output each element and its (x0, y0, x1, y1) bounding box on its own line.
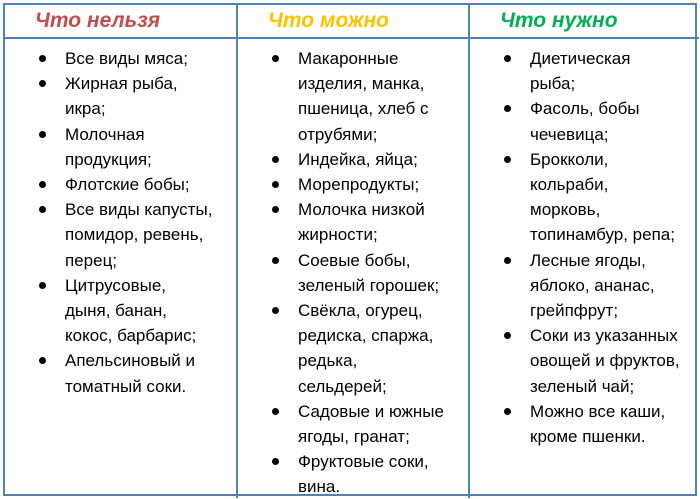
column-forbidden (5, 39, 236, 498)
bullet-icon (39, 357, 46, 364)
bullet-icon (504, 156, 511, 163)
list-item-line: сельдерей; (298, 376, 387, 396)
list-item (238, 172, 468, 197)
list-item-line: Все виды капусты, (65, 200, 213, 220)
list-item-line: Все виды мяса; (65, 49, 188, 68)
list-item-line: перец; (65, 250, 118, 270)
list-item-line: морковь, (530, 200, 601, 220)
list-item (470, 96, 699, 146)
list-item (238, 298, 468, 399)
list-item (5, 197, 236, 273)
list-item (238, 449, 468, 498)
column-heading-allowed: Что можно (236, 5, 468, 39)
list-item-line: Соевые бобы, (298, 250, 411, 270)
list-item-line: зеленый чай; (530, 376, 635, 396)
list-item-line: грейпфрут; (530, 301, 619, 321)
bullet-icon (272, 156, 279, 163)
bullet-icon (39, 206, 46, 213)
list-item-line: Свёкла, огурец, (298, 301, 423, 321)
list-item-line: кроме пшенки. (530, 427, 646, 447)
column-allowed (236, 39, 468, 498)
list-item-line: Брокколи, (530, 149, 609, 169)
list-item-line: Соки из указанных (530, 326, 678, 346)
list-item (238, 399, 468, 449)
column-heading-needed: Что нужно (468, 5, 699, 39)
list-item-line: пшеница, хлеб с (298, 99, 429, 119)
list-item (5, 71, 236, 121)
list-item-line: Апельсиновый и (65, 351, 196, 371)
list-item (470, 147, 699, 248)
list-allowed (238, 39, 468, 498)
list-item-line: Садовые и южные (298, 401, 444, 421)
list-item-line: помидор, ревень, (65, 225, 204, 245)
list-item-line: рыба; (530, 74, 576, 94)
list-item (5, 122, 236, 172)
list-item-line: яблоко, ананас, (530, 275, 655, 295)
list-item (470, 323, 699, 399)
list-item (238, 46, 468, 147)
bullet-icon (504, 105, 511, 112)
food-table (3, 3, 697, 496)
bullet-icon (39, 282, 46, 289)
list-item-line: кольраби, (530, 175, 609, 195)
list-item-line: изделия, манка, (298, 74, 425, 94)
list-item (5, 273, 236, 349)
list-item-line: овощей и фруктов, (530, 351, 680, 371)
bullet-icon (504, 257, 511, 264)
bullet-icon (39, 55, 46, 62)
list-item-line: Макаронные (298, 49, 399, 68)
bullet-icon (272, 55, 279, 62)
bullet-icon (504, 332, 511, 339)
list-item-line: Индейка, яйца; (298, 149, 418, 169)
list-item (238, 248, 468, 298)
list-item (470, 248, 699, 324)
bullet-icon (272, 408, 279, 415)
list-item-line: Можно все каши, (530, 401, 666, 421)
list-item-line: ягоды, гранат; (298, 427, 410, 447)
bullet-icon (39, 181, 46, 188)
list-item-line: Флотские бобы; (65, 175, 190, 195)
list-item (5, 46, 236, 71)
list-forbidden (5, 39, 236, 399)
list-item-line: Фасоль, бобы (530, 99, 640, 119)
list-item (238, 197, 468, 247)
list-item (5, 348, 236, 398)
list-item-line: Жирная рыба, (65, 74, 178, 94)
bullet-icon (39, 131, 46, 138)
bullet-icon (272, 181, 279, 188)
bullet-icon (272, 307, 279, 314)
list-item-line: Молочка низкой (298, 200, 425, 220)
list-item-line: зеленый горошек; (298, 275, 440, 295)
bullet-icon (504, 55, 511, 62)
column-needed (468, 39, 699, 498)
list-needed (470, 39, 699, 449)
bullet-icon (272, 257, 279, 264)
list-item-line: вина. (298, 477, 341, 497)
list-item-line: продукция; (65, 149, 152, 169)
list-item-line: кокос, барбарис; (65, 326, 197, 346)
bullet-icon (504, 408, 511, 415)
list-item-line: икра; (65, 99, 106, 119)
bullet-icon (272, 206, 279, 213)
list-item-line: Лесные ягоды, (530, 250, 646, 270)
list-item-line: Молочная (65, 124, 145, 144)
list-item-line: отрубями; (298, 124, 378, 144)
list-item-line: редиска, спаржа, (298, 326, 434, 346)
list-item (470, 46, 699, 96)
list-item-line: редька, (298, 351, 358, 371)
list-item (5, 172, 236, 197)
list-item-line: томатный соки. (65, 376, 187, 396)
list-item-line: жирности; (298, 225, 378, 245)
bullet-icon (39, 80, 46, 87)
list-item-line: Диетическая (530, 49, 631, 68)
list-item-line: Цитрусовые, (65, 275, 167, 295)
column-heading-forbidden: Что нельзя (5, 5, 236, 39)
list-item-line: Морепродукты; (298, 175, 420, 195)
list-item (238, 147, 468, 172)
list-item (470, 399, 699, 449)
list-item-line: топинамбур, репа; (530, 225, 675, 245)
list-item-line: дыня, банан, (65, 301, 167, 321)
list-item-line: Фруктовые соки, (298, 452, 429, 472)
bullet-icon (272, 458, 279, 465)
list-item-line: чечевица; (530, 124, 609, 144)
